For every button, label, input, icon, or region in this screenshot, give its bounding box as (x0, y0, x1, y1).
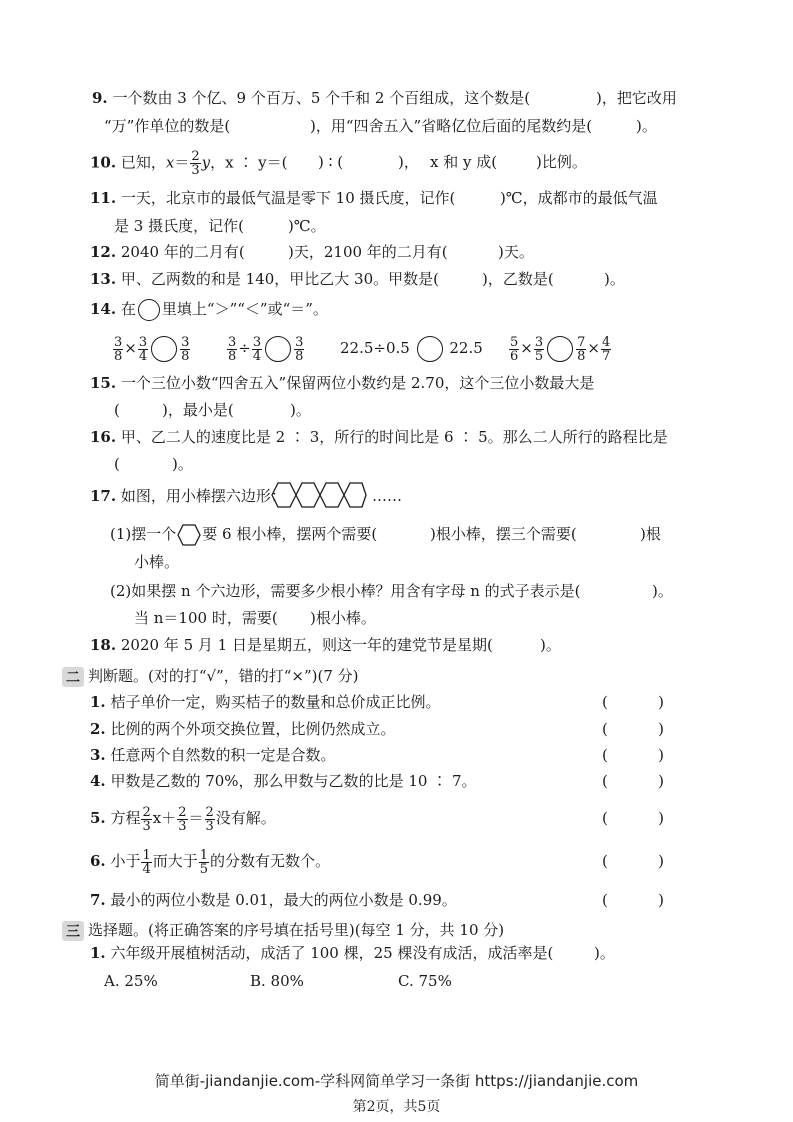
answer-circle[interactable] (547, 336, 573, 362)
q16-line1: 甲、乙二人的速度比是 2 ∶ 3，所行的时间比是 6 ∶ 5。那么二人所行的路程比是 (120, 428, 668, 446)
judge-item-3: 3. 任意两个自然数的积一定是合数。 (90, 746, 336, 764)
judge-item-5: 5. 方程 $\frac{2}{3}$ x＋ $\frac{2}{3}$ ＝ $\frac{2}{3}$ 没有解。 (90, 804, 276, 834)
fraction: $\frac{3}{5}$ (534, 334, 544, 364)
answer-parens[interactable]: ( ) (602, 809, 664, 827)
q9-line1-tail: )，把它改用 (596, 89, 677, 107)
question-number: 17. (90, 487, 117, 505)
answer-parens[interactable]: ( ) (602, 852, 664, 870)
q10-tail-a: x 和 y 成( (430, 153, 498, 171)
hexagon-chain-icon (270, 481, 368, 509)
q15-line2b: )，最小是( (162, 401, 234, 419)
q10-mid2: )， (398, 153, 419, 171)
q12-c: )天。 (498, 243, 534, 261)
q10-pre: 已知， (120, 153, 166, 172)
q18-a: 2020 年 5 月 1 日是星期五，则这一年的建党节是星期( (120, 636, 493, 654)
q17-p1c: )根小棒，摆三个需要( (430, 525, 577, 543)
fraction: $\frac{3}{8}$ (114, 334, 123, 364)
answer-parens[interactable]: ( ) (602, 720, 664, 738)
q15-line1: 一个三位小数“四舍五入”保留两位小数约是 2.70，这个三位小数最大是 (120, 374, 595, 392)
q11-line2a: 是 3 摄氏度，记作( (114, 217, 244, 235)
question-number: 16. (90, 428, 117, 446)
q13-b: )，乙数是( (482, 270, 554, 288)
answer-parens[interactable]: ( ) (602, 746, 664, 764)
question-16-line1 (90, 427, 668, 447)
question-15-line1 (90, 373, 594, 393)
question-number: 18. (90, 636, 117, 654)
judge-item-1: 1. 桔子单价一定，购买桔子的数量和总价成正比例。 (90, 693, 441, 711)
page-number: 第2页，共5页 (352, 1099, 441, 1115)
question-13 (90, 269, 439, 289)
q17-p2b: )。 (652, 582, 673, 600)
q11-line1b: )℃，成都市的最低气温 (500, 189, 658, 207)
hexagon-icon (176, 523, 202, 547)
q10-tail-b: )比例。 (536, 153, 587, 171)
q10-mid1: ) ∶ ( (318, 153, 344, 171)
q14-b: 里填上“＞”“＜”或“＝”。 (161, 300, 328, 318)
question-number: 10. (90, 153, 117, 172)
question-number: 15. (90, 374, 117, 392)
q10-ratio-lead: x ∶ y＝( (225, 153, 288, 172)
q17-p1d: )根 (640, 525, 661, 543)
question-18 (90, 635, 493, 655)
fraction: $\frac{2}{3}$ (142, 804, 151, 834)
fraction: $\frac{3}{4}$ (138, 334, 148, 364)
answer-circle[interactable] (265, 336, 291, 362)
answer-circle[interactable] (151, 336, 177, 362)
q17-p1e: 小棒。 (134, 553, 180, 571)
q11-line2b: )℃。 (288, 217, 326, 235)
option-c[interactable]: C. 75% (398, 972, 452, 990)
answer-parens[interactable]: ( ) (602, 772, 664, 790)
fraction: $\frac{2}{3}$ (205, 804, 214, 834)
q9-line2b: )，用“四舍五入”省略亿位后面的尾数约是( (310, 117, 593, 135)
judge-item-6: 6. 小于 $\frac{1}{4}$ 而大于 $\frac{1}{5}$ 的分数有无数个。 (90, 847, 331, 877)
fraction: $\frac{1}{4}$ (142, 847, 151, 877)
q15-line2c: )。 (290, 401, 311, 419)
judge-item-7: 7. 最小的两位小数是 0.01，最大的两位小数是 0.99。 (90, 891, 457, 909)
fraction: $\frac{2}{3}$ (178, 804, 187, 834)
q14-expr-4: $\frac{5}{6}$ × $\frac{3}{5}$ $\frac{7}{8}$ × $\frac{4}{7}$ (510, 334, 611, 364)
q14-a: 在 (120, 300, 136, 318)
q9-line2c: )。 (636, 117, 657, 135)
question-number: 9. (92, 89, 108, 107)
answer-parens[interactable]: ( ) (602, 693, 664, 711)
fraction: $\frac{3}{4}$ (252, 334, 262, 364)
q12-a: 2040 年的二月有( (120, 243, 245, 261)
footer-site-text: 简单街-jiandanjie.com-学科网简单学习一条街 https://jiandanjie.com (154, 1072, 639, 1090)
q14-expr-3: 22.5÷0.5 22.5 (340, 332, 483, 364)
option-b[interactable]: B. 80% (250, 972, 304, 990)
q9-text: 一个数由 3 个亿、9 个百万、5 个千和 2 个百组成，这个数是( (112, 89, 531, 107)
q9-line2a: “万”作单位的数是( (104, 117, 231, 135)
q11-line1a: 一天，北京市的最低气温是零下 10 摄氏度，记作( (120, 189, 456, 207)
circle-icon (138, 299, 160, 321)
fraction: $\frac{4}{7}$ (602, 334, 611, 364)
q17-p2-line1: (2)如果摆 n 个六边形，需要多少根小棒？用含有字母 n 的式子表示是( (110, 582, 581, 600)
fraction: $\frac{5}{6}$ (510, 334, 519, 364)
section-three-title: 选择题。(将正确答案的序号填在括号里)(每空 1 分，共 10 分) (88, 921, 505, 939)
section-two-icon: 二 (62, 667, 84, 687)
q14-expr-2: $\frac{3}{8}$ ÷ $\frac{3}{4}$ $\frac{3}{8}$ (228, 334, 304, 364)
q17-intro: 如图，用小棒摆六边形： (120, 487, 286, 505)
question-number: 11. (90, 189, 117, 207)
q10-comma: ， (210, 153, 226, 172)
q17-dots: …… (372, 487, 402, 505)
q17-p2c: 当 n＝100 时，需要( (134, 609, 278, 627)
judge-item-2: 2. 比例的两个外项交换位置，比例仍然成立。 (90, 720, 396, 738)
answer-circle[interactable] (417, 336, 443, 362)
question-number: 14. (90, 300, 117, 318)
question-11-line1 (90, 188, 455, 208)
section-three-icon: 三 (62, 921, 84, 941)
question-9-line1 (92, 88, 530, 108)
q10-eq: ＝ (174, 153, 190, 172)
judge-item-4: 4. 甲数是乙数的 70%，那么甲数与乙数的比是 10 ∶ 7。 (90, 772, 477, 790)
choice-question-1: 1. 六年级开展植树活动，成活了 100 棵，25 棵没有成活，成活率是( (90, 944, 554, 962)
q14-expr-1: $\frac{3}{8}$ × $\frac{3}{4}$ $\frac{3}{8}$ (114, 334, 190, 364)
question-14 (90, 296, 328, 322)
fraction: $\frac{2}{3}$ (191, 149, 200, 178)
q17-p1b: 要 6 根小棒，摆两个需要( (202, 525, 378, 543)
fraction: $\frac{3}{8}$ (181, 334, 190, 364)
q10-x: x (165, 153, 175, 172)
q16-line2a: ( (114, 455, 120, 473)
question-number: 13. (90, 270, 117, 288)
q15-line2a: ( (114, 401, 120, 419)
q13-c: )。 (604, 270, 625, 288)
question-10 (90, 150, 288, 177)
fraction: $\frac{3}{8}$ (295, 334, 304, 364)
q17-p1-line1 (110, 522, 377, 547)
q13-a: 甲、乙两数的和是 140，甲比乙大 30。甲数是( (120, 270, 439, 288)
q10-y: y (201, 153, 211, 172)
q18-b: )。 (540, 636, 561, 654)
question-number: 12. (90, 243, 117, 261)
q12-b: )天，2100 年的二月有( (288, 243, 448, 261)
answer-parens[interactable]: ( ) (602, 891, 664, 909)
fraction: $\frac{3}{8}$ (228, 334, 237, 364)
option-a[interactable]: A. 25% (104, 972, 158, 990)
question-12 (90, 242, 245, 262)
section-two-title: 判断题。(对的打“√”，错的打“×”)(7 分) (88, 667, 359, 685)
fraction: $\frac{7}{8}$ (577, 334, 586, 364)
q17-p1a: (1)摆一个 (110, 525, 177, 543)
q17-p2d: )根小棒。 (310, 609, 376, 627)
fraction: $\frac{1}{5}$ (199, 847, 209, 877)
question-17-intro (90, 484, 286, 508)
choice-q1-tail: )。 (594, 944, 615, 962)
q16-line2b: )。 (172, 455, 193, 473)
